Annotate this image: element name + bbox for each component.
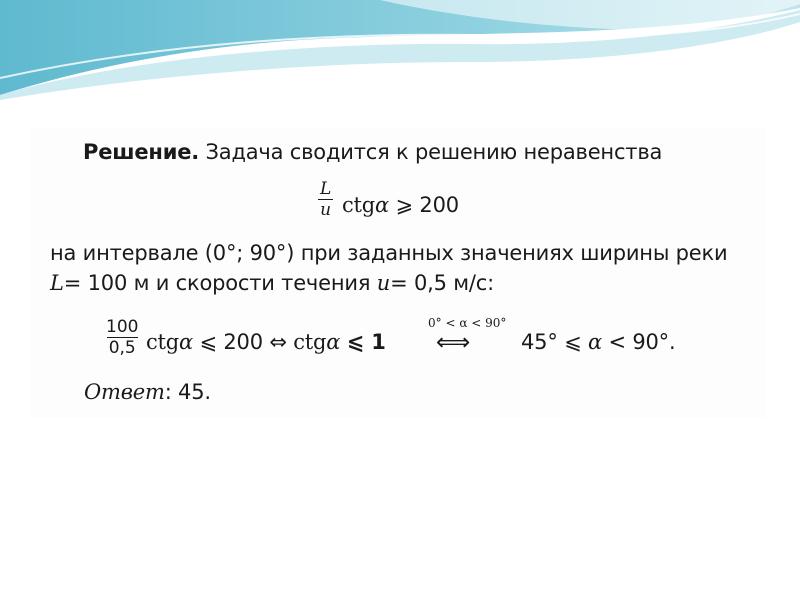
answer-label: Ответ bbox=[84, 380, 165, 404]
fraction-100-over-05 bbox=[104, 318, 140, 357]
fraction-numerator: L bbox=[320, 179, 332, 199]
fraction-denominator: 0,5 bbox=[108, 338, 136, 358]
leq-200: ⩽ 200 bbox=[199, 330, 263, 354]
ctg-function: ctg bbox=[342, 193, 376, 217]
chain-part-1 bbox=[146, 330, 386, 354]
equivalence-arrow: ⇔ bbox=[269, 330, 287, 354]
answer-line bbox=[84, 380, 211, 404]
values-line bbox=[50, 271, 494, 295]
result-right: < 90°. bbox=[608, 330, 676, 354]
solution-heading: Решение. bbox=[83, 140, 200, 164]
L-symbol: L bbox=[50, 271, 64, 295]
heading-line bbox=[83, 140, 662, 164]
long-equivalence-arrow: ⟺ bbox=[436, 328, 471, 356]
result-left: 45° ⩽ bbox=[521, 330, 582, 354]
u-equation: = 0,5 м/с: bbox=[390, 271, 494, 295]
alpha-var: α bbox=[375, 193, 390, 217]
alpha-var: α bbox=[179, 330, 194, 354]
L-equation: = 100 м и скорости течения bbox=[63, 271, 371, 295]
interval-line: на интервале (0°; 90°) при заданных значениях ширины реки bbox=[50, 241, 728, 265]
rhs-value: 200 bbox=[419, 193, 459, 217]
leq-1: ⩽ 1 bbox=[346, 330, 386, 354]
inequality-1 bbox=[342, 193, 459, 217]
ctg-function: ctg bbox=[146, 330, 180, 354]
geq-sign: ⩾ bbox=[395, 193, 413, 217]
fraction-denominator: u bbox=[320, 200, 332, 220]
fraction-numerator: 100 bbox=[106, 317, 139, 337]
answer-value: : 45. bbox=[164, 380, 211, 404]
alpha-var: α bbox=[326, 330, 341, 354]
u-symbol: u bbox=[376, 271, 391, 295]
alpha-var: α bbox=[587, 330, 602, 354]
decorative-wave-banner bbox=[0, 0, 800, 110]
arrow-condition-label: 0° < α < 90° bbox=[428, 316, 507, 330]
fraction-L-over-u bbox=[318, 180, 333, 219]
intro-text: Задача сводится к решению неравенства bbox=[205, 140, 663, 164]
chain-result bbox=[521, 330, 675, 354]
ctg-function: ctg bbox=[293, 330, 327, 354]
